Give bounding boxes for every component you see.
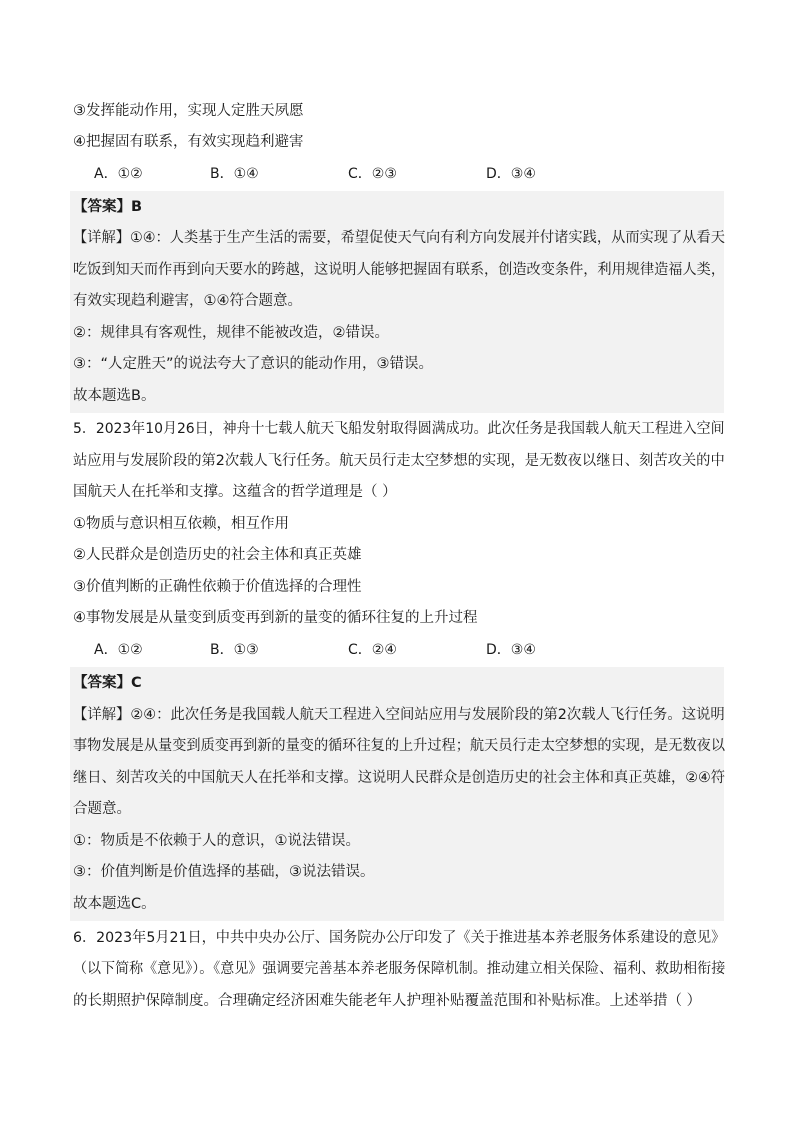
q5-statement-1: ①物质与意识相互依赖，相互作用	[73, 516, 289, 532]
q5-detail-line: 【详解】②④：此次任务是我国载人航天工程进入空间站应用与发展阶段的第2次载人飞行任务。这说明	[73, 707, 725, 723]
q5-option-a: A．①②	[94, 642, 143, 658]
q5-conclusion: 故本题选C。	[73, 896, 156, 912]
q4-detail-line: ③：“人定胜天”的说法夸大了意识的能动作用，③错误。	[73, 356, 434, 372]
q5-detail-line: ③：价值判断是价值选择的基础，③说法错误。	[73, 864, 375, 880]
q6-stem-line: （以下简称《意见》）。《意见》强调要完善基本养老服务保障机制。推动建立相关保险、福利、救助相衔接	[73, 961, 726, 977]
q5-option-c: C．②④	[348, 642, 397, 658]
q4-detail-line: 吃饭到知天而作再到向天要水的跨越，这说明人能够把握固有联系，创造改变条件，利用规律造福人类，	[73, 262, 725, 278]
q5-detail-line: 事物发展是从量变到质变再到新的量变的循环往复的上升过程；航天员行走太空梦想的实现，是无数夜以	[73, 738, 725, 754]
q4-detail-line: 【详解】①④：人类基于生产生活的需要，希望促使天气向有利方向发展并付诸实践，从而实现了从看天	[73, 230, 725, 246]
q4-answer: 【答案】B	[73, 199, 143, 215]
q5-stem-line: 国航天人在托举和支撑。这蕴含的哲学道理是（ ）	[73, 484, 397, 500]
q4-option-a: A．①②	[94, 166, 143, 182]
q5-detail-line: ①：物质是不依赖于人的意识，①说法错误。	[73, 833, 360, 849]
q4-option-b: B．①④	[210, 166, 259, 182]
q5-statement-3: ③价值判断的正确性依赖于价值选择的合理性	[73, 579, 362, 595]
q5-detail-line: 继日、刻苦攻关的中国航天人在托举和支撑。这说明人民群众是创造历史的社会主体和真正英雄，②④符	[73, 770, 725, 786]
q5-stem-line: 5．2023年10月26日，神舟十七载人航天飞船发射取得圆满成功。此次任务是我国载人航天工程进入空间	[73, 421, 725, 437]
q5-statement-4: ④事物发展是从量变到质变再到新的量变的循环往复的上升过程	[73, 610, 478, 626]
q4-option-d: D．③④	[486, 166, 536, 182]
q5-detail-line: 合题意。	[73, 801, 131, 817]
q4-statement-3: ③发挥能动作用，实现人定胜天夙愿	[73, 103, 304, 119]
q6-stem-line: 的长期照护保障制度。合理确定经济困难失能老年人护理补贴覆盖范围和补贴标准。上述举措（ ）	[73, 993, 702, 1009]
q6-stem-line: 6．2023年5月21日，中共中央办公厅、国务院办公厅印发了《关于推进基本养老服务体系建设的意见》	[73, 930, 726, 946]
q4-option-c: C．②③	[348, 166, 397, 182]
q5-statement-2: ②人民群众是创造历史的社会主体和真正英雄	[73, 547, 362, 563]
q5-stem-line: 站应用与发展阶段的第2次载人飞行任务。航天员行走太空梦想的实现，是无数夜以继日、刻苦攻关的中	[73, 453, 725, 469]
q5-option-d: D．③④	[486, 642, 536, 658]
q4-detail-line: 有效实现趋利避害，①④符合题意。	[73, 293, 302, 309]
q5-answer: 【答案】C	[73, 675, 142, 691]
q5-option-b: B．①③	[210, 642, 259, 658]
q4-statement-4: ④把握固有联系，有效实现趋利避害	[73, 134, 304, 150]
q4-detail-line: ②：规律具有客观性，规律不能被改造，②错误。	[73, 325, 389, 341]
q4-conclusion: 故本题选B。	[73, 388, 156, 404]
